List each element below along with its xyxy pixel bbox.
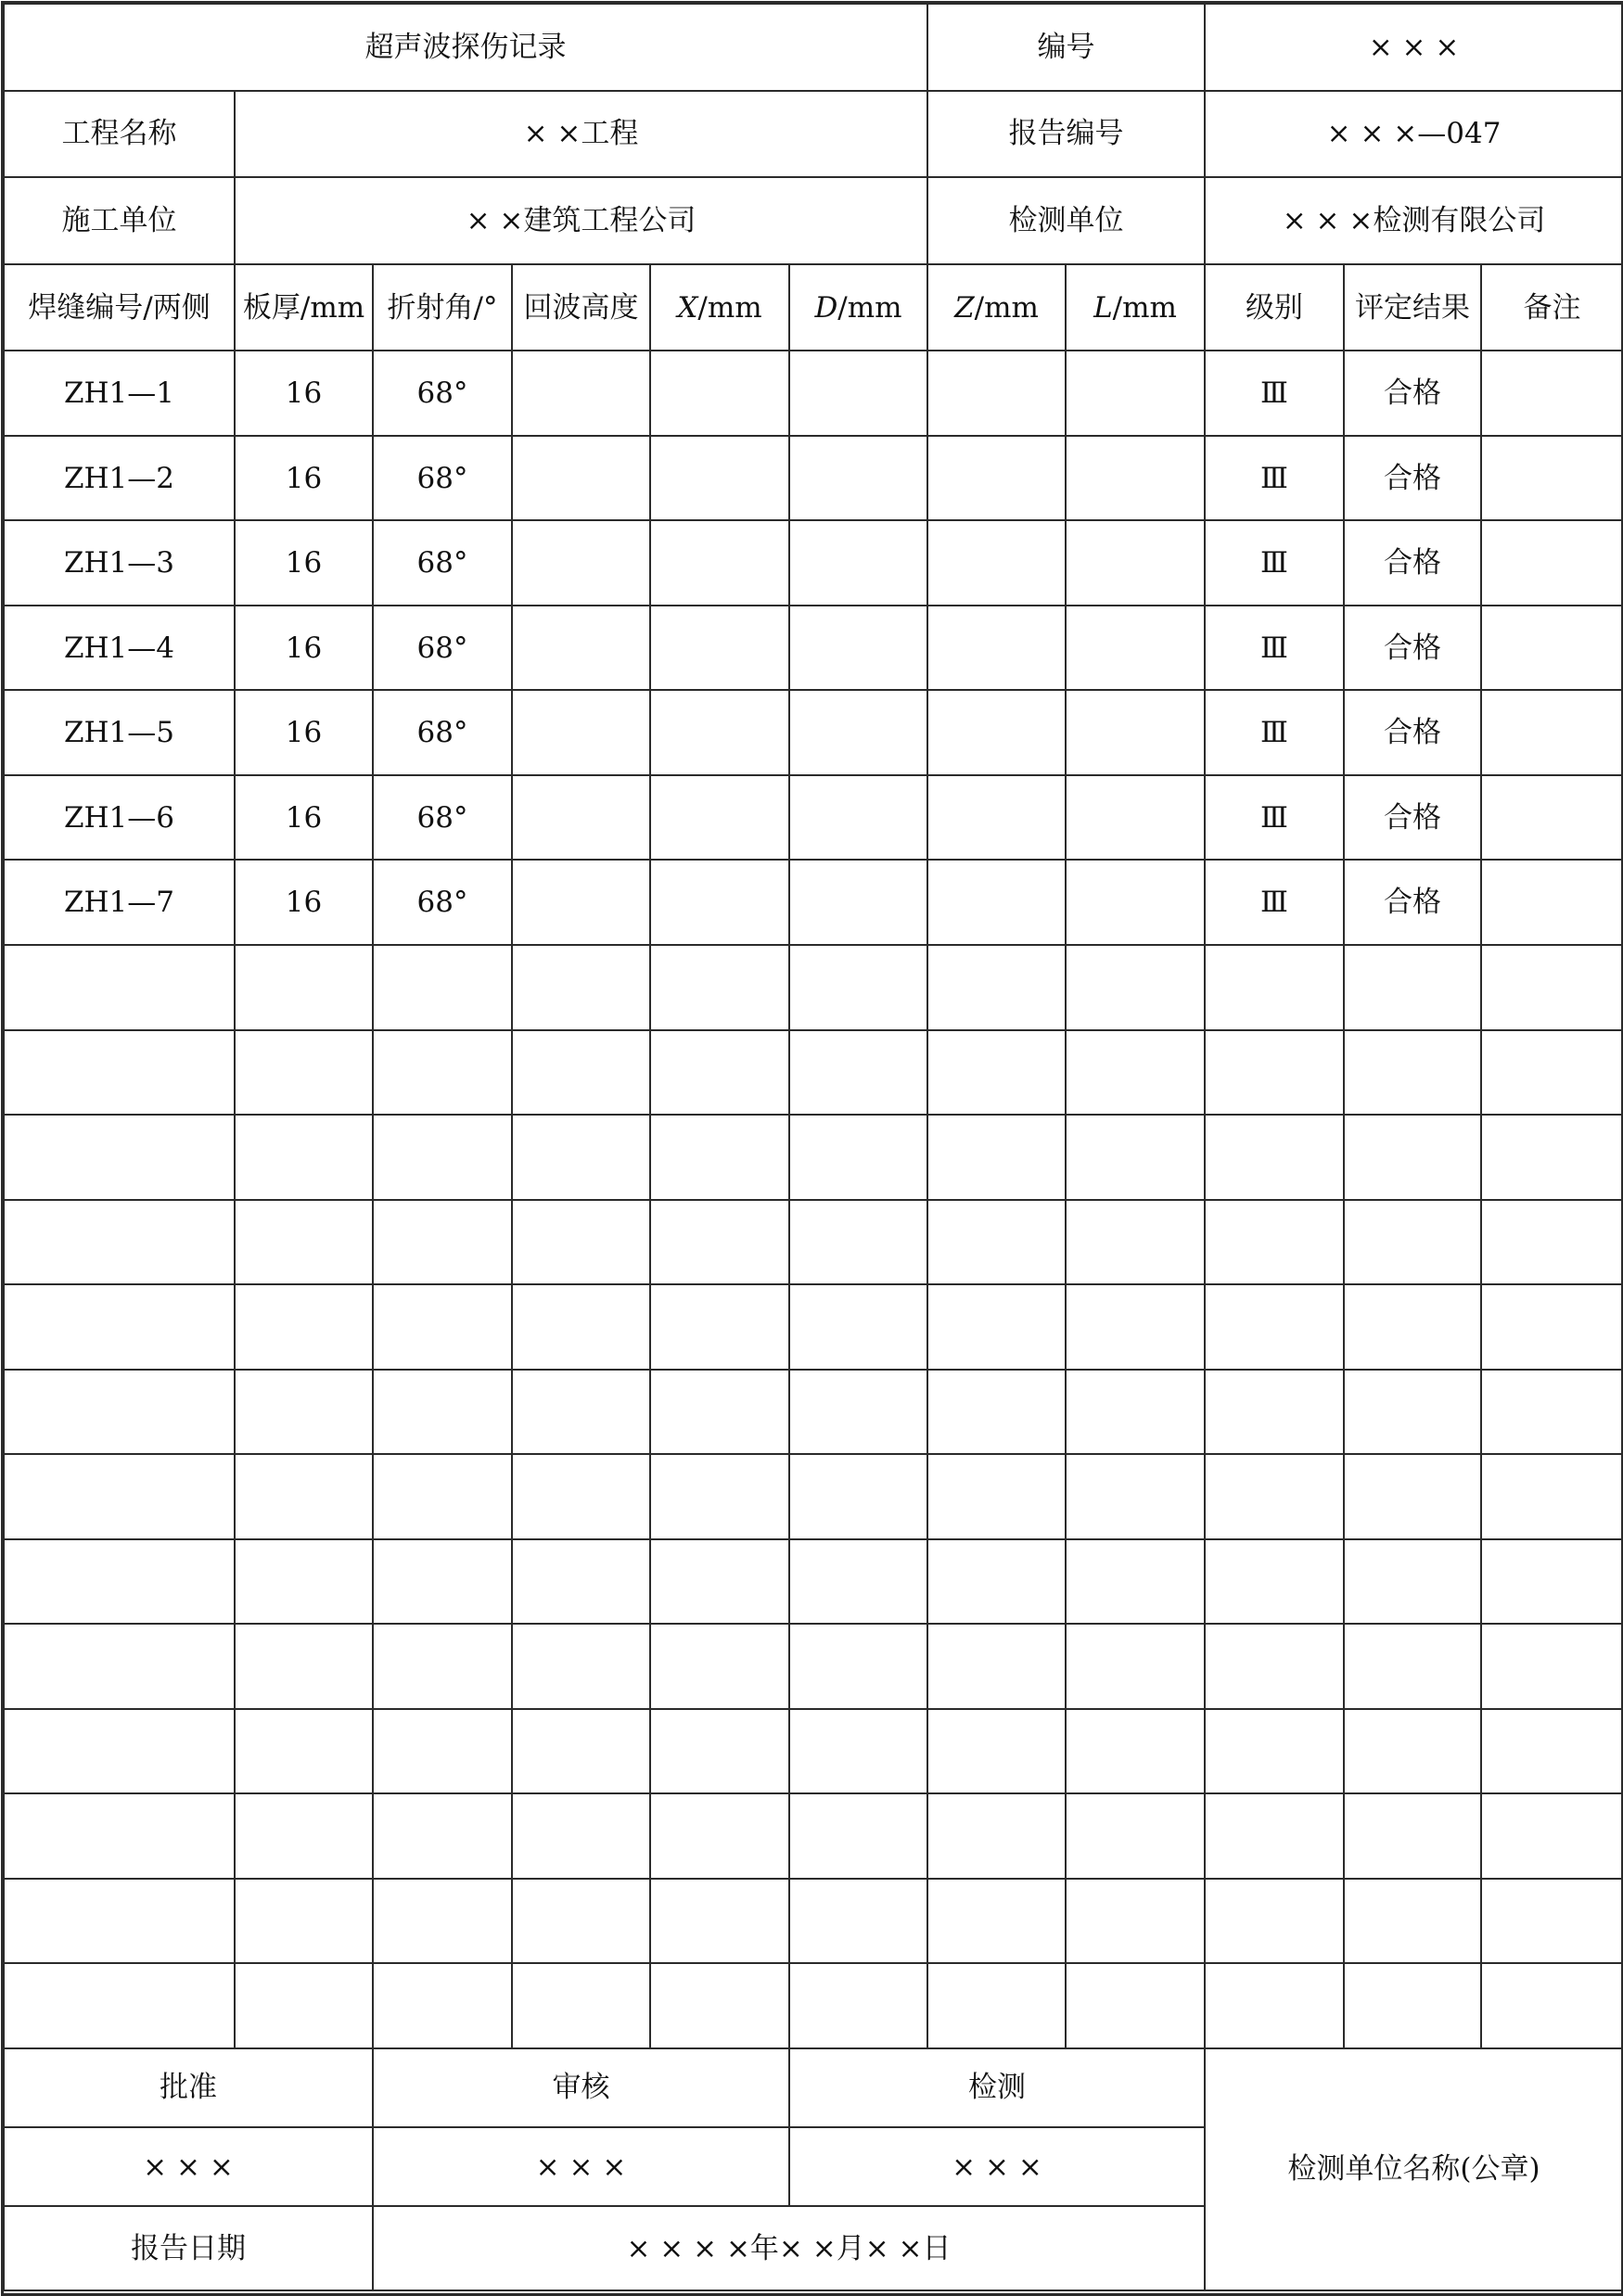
cell-l xyxy=(1066,860,1205,945)
cell-l xyxy=(1066,690,1205,775)
cell-weld: ZH1—1 xyxy=(4,351,235,436)
report-no-label: 报告编号 xyxy=(927,91,1205,178)
cell-weld xyxy=(4,1200,235,1285)
l-unit: /mm xyxy=(1112,290,1177,325)
cell-thickness: 16 xyxy=(235,775,373,861)
table-row xyxy=(4,351,1623,436)
table-row xyxy=(4,1709,1623,1794)
cell-d xyxy=(789,1793,927,1879)
cell-echo xyxy=(512,436,650,521)
cell-angle xyxy=(373,1709,512,1794)
cell-x xyxy=(650,1030,789,1116)
cell-level: Ⅲ xyxy=(1205,436,1344,521)
cell-thickness xyxy=(235,1963,373,2048)
report-no-value: × × ×—047 xyxy=(1205,91,1623,178)
cell-l xyxy=(1066,1200,1205,1285)
test-value: × × × xyxy=(789,2127,1205,2206)
cell-result xyxy=(1344,1370,1481,1455)
cell-d xyxy=(789,945,927,1030)
col-remark-header: 备注 xyxy=(1481,264,1623,351)
cell-z xyxy=(927,1454,1066,1539)
cell-remark xyxy=(1481,351,1623,436)
cell-d xyxy=(789,860,927,945)
cell-echo xyxy=(512,1963,650,2048)
cell-z xyxy=(927,945,1066,1030)
cell-d xyxy=(789,520,927,606)
cell-level xyxy=(1205,1454,1344,1539)
signature-label-row xyxy=(4,2048,1623,2127)
cell-echo xyxy=(512,1200,650,1285)
project-label: 工程名称 xyxy=(4,91,235,178)
cell-thickness xyxy=(235,1539,373,1625)
cell-z xyxy=(927,520,1066,606)
cell-angle xyxy=(373,945,512,1030)
cell-result: 合格 xyxy=(1344,520,1481,606)
cell-weld xyxy=(4,1793,235,1879)
cell-echo xyxy=(512,1030,650,1116)
contractor-value: × ×建筑工程公司 xyxy=(235,177,927,264)
cell-level xyxy=(1205,945,1344,1030)
cell-level xyxy=(1205,1793,1344,1879)
header-row-title xyxy=(4,4,1623,91)
cell-angle xyxy=(373,1539,512,1625)
number-label: 编号 xyxy=(927,4,1205,91)
cell-d xyxy=(789,1454,927,1539)
cell-result xyxy=(1344,1539,1481,1625)
z-variable: Z xyxy=(954,290,975,325)
cell-d xyxy=(789,351,927,436)
number-value: × × × xyxy=(1205,4,1623,91)
cell-echo xyxy=(512,945,650,1030)
cell-angle xyxy=(373,1879,512,1964)
inspection-unit-seal: 检测单位名称(公章) xyxy=(1205,2048,1623,2290)
cell-angle: 68° xyxy=(373,520,512,606)
cell-weld xyxy=(4,1709,235,1794)
cell-result xyxy=(1344,1624,1481,1709)
cell-echo xyxy=(512,1454,650,1539)
cell-echo xyxy=(512,1793,650,1879)
cell-thickness xyxy=(235,1793,373,1879)
cell-remark xyxy=(1481,690,1623,775)
col-weld-header: 焊缝编号/两侧 xyxy=(4,264,235,351)
cell-d xyxy=(789,1284,927,1370)
cell-x xyxy=(650,436,789,521)
cell-z xyxy=(927,351,1066,436)
cell-thickness xyxy=(235,1879,373,1964)
cell-l xyxy=(1066,606,1205,691)
cell-remark xyxy=(1481,1879,1623,1964)
cell-z xyxy=(927,606,1066,691)
cell-weld xyxy=(4,1624,235,1709)
cell-level: Ⅲ xyxy=(1205,351,1344,436)
cell-angle xyxy=(373,1963,512,2048)
cell-result xyxy=(1344,1963,1481,2048)
cell-l xyxy=(1066,436,1205,521)
cell-x xyxy=(650,945,789,1030)
table-row xyxy=(4,1370,1623,1455)
cell-remark xyxy=(1481,775,1623,861)
cell-remark xyxy=(1481,1624,1623,1709)
cell-x xyxy=(650,1200,789,1285)
approve-value: × × × xyxy=(4,2127,373,2206)
cell-x xyxy=(650,1879,789,1964)
cell-level xyxy=(1205,1370,1344,1455)
cell-z xyxy=(927,1963,1066,2048)
cell-result: 合格 xyxy=(1344,351,1481,436)
cell-z xyxy=(927,1200,1066,1285)
table-row xyxy=(4,1793,1623,1879)
cell-result: 合格 xyxy=(1344,436,1481,521)
cell-l xyxy=(1066,1539,1205,1625)
cell-weld xyxy=(4,1963,235,2048)
cell-result xyxy=(1344,1793,1481,1879)
cell-echo xyxy=(512,775,650,861)
cell-x xyxy=(650,1963,789,2048)
cell-result: 合格 xyxy=(1344,775,1481,861)
cell-z xyxy=(927,1284,1066,1370)
approve-label: 批准 xyxy=(4,2048,373,2127)
table-row xyxy=(4,1030,1623,1116)
cell-thickness: 16 xyxy=(235,690,373,775)
cell-x xyxy=(650,1624,789,1709)
cell-angle: 68° xyxy=(373,436,512,521)
cell-result xyxy=(1344,1200,1481,1285)
col-x-header xyxy=(650,264,789,351)
cell-echo xyxy=(512,1624,650,1709)
cell-echo xyxy=(512,1879,650,1964)
inspector-value: × × ×检测有限公司 xyxy=(1205,177,1623,264)
cell-result: 合格 xyxy=(1344,690,1481,775)
cell-remark xyxy=(1481,1115,1623,1200)
table-row xyxy=(4,1879,1623,1964)
test-label: 检测 xyxy=(789,2048,1205,2127)
cell-level xyxy=(1205,1963,1344,2048)
cell-result xyxy=(1344,1879,1481,1964)
table-row xyxy=(4,1200,1623,1285)
cell-z xyxy=(927,1370,1066,1455)
cell-echo xyxy=(512,1115,650,1200)
cell-thickness xyxy=(235,945,373,1030)
cell-l xyxy=(1066,945,1205,1030)
cell-remark xyxy=(1481,945,1623,1030)
cell-level xyxy=(1205,1115,1344,1200)
table-row xyxy=(4,1115,1623,1200)
cell-angle: 68° xyxy=(373,775,512,861)
cell-d xyxy=(789,436,927,521)
col-z-header xyxy=(927,264,1066,351)
cell-thickness xyxy=(235,1284,373,1370)
cell-x xyxy=(650,1539,789,1625)
cell-remark xyxy=(1481,1200,1623,1285)
cell-d xyxy=(789,1370,927,1455)
header-row-project xyxy=(4,91,1623,178)
cell-l xyxy=(1066,1879,1205,1964)
report-date-value: × × × ×年× ×月× ×日 xyxy=(373,2206,1205,2290)
table-row xyxy=(4,1624,1623,1709)
cell-result xyxy=(1344,1115,1481,1200)
cell-thickness xyxy=(235,1030,373,1116)
cell-z xyxy=(927,1030,1066,1116)
x-variable: X xyxy=(677,290,698,325)
cell-thickness xyxy=(235,1370,373,1455)
table-row xyxy=(4,606,1623,691)
col-result-header: 评定结果 xyxy=(1344,264,1481,351)
cell-remark xyxy=(1481,436,1623,521)
cell-weld xyxy=(4,1115,235,1200)
cell-angle xyxy=(373,1200,512,1285)
cell-x xyxy=(650,1454,789,1539)
cell-z xyxy=(927,860,1066,945)
table-row xyxy=(4,860,1623,945)
cell-remark xyxy=(1481,1454,1623,1539)
cell-result xyxy=(1344,1709,1481,1794)
cell-thickness xyxy=(235,1624,373,1709)
cell-weld xyxy=(4,1370,235,1455)
col-thickness-header: 板厚/mm xyxy=(235,264,373,351)
cell-x xyxy=(650,690,789,775)
cell-x xyxy=(650,606,789,691)
d-variable: D xyxy=(814,290,838,325)
review-value: × × × xyxy=(373,2127,789,2206)
cell-z xyxy=(927,690,1066,775)
cell-result xyxy=(1344,1030,1481,1116)
inspector-label: 检测单位 xyxy=(927,177,1205,264)
cell-angle xyxy=(373,1624,512,1709)
cell-angle xyxy=(373,1030,512,1116)
col-l-header xyxy=(1066,264,1205,351)
cell-echo xyxy=(512,606,650,691)
cell-l xyxy=(1066,775,1205,861)
cell-thickness xyxy=(235,1709,373,1794)
cell-weld: ZH1—2 xyxy=(4,436,235,521)
cell-angle: 68° xyxy=(373,351,512,436)
cell-thickness xyxy=(235,1200,373,1285)
cell-angle: 68° xyxy=(373,690,512,775)
cell-l xyxy=(1066,1793,1205,1879)
cell-weld: ZH1—3 xyxy=(4,520,235,606)
cell-l xyxy=(1066,1115,1205,1200)
cell-remark xyxy=(1481,1284,1623,1370)
cell-l xyxy=(1066,1709,1205,1794)
cell-x xyxy=(650,1709,789,1794)
review-label: 审核 xyxy=(373,2048,789,2127)
table-row xyxy=(4,520,1623,606)
cell-d xyxy=(789,775,927,861)
cell-echo xyxy=(512,1539,650,1625)
cell-thickness: 16 xyxy=(235,606,373,691)
table-row xyxy=(4,945,1623,1030)
col-level-header: 级别 xyxy=(1205,264,1344,351)
cell-echo xyxy=(512,860,650,945)
cell-d xyxy=(789,1200,927,1285)
cell-angle xyxy=(373,1115,512,1200)
table-row xyxy=(4,775,1623,861)
cell-x xyxy=(650,860,789,945)
cell-thickness: 16 xyxy=(235,520,373,606)
cell-d xyxy=(789,606,927,691)
cell-weld xyxy=(4,1879,235,1964)
cell-thickness: 16 xyxy=(235,436,373,521)
cell-echo xyxy=(512,1284,650,1370)
cell-l xyxy=(1066,1624,1205,1709)
cell-l xyxy=(1066,520,1205,606)
cell-level: Ⅲ xyxy=(1205,775,1344,861)
cell-weld: ZH1—4 xyxy=(4,606,235,691)
cell-thickness: 16 xyxy=(235,351,373,436)
cell-z xyxy=(927,1115,1066,1200)
cell-x xyxy=(650,1284,789,1370)
cell-echo xyxy=(512,520,650,606)
cell-l xyxy=(1066,1370,1205,1455)
header-row-contractor xyxy=(4,177,1623,264)
cell-angle: 68° xyxy=(373,606,512,691)
table-row xyxy=(4,1539,1623,1625)
cell-x xyxy=(650,1793,789,1879)
cell-level xyxy=(1205,1200,1344,1285)
cell-weld xyxy=(4,1454,235,1539)
cell-remark xyxy=(1481,1030,1623,1116)
cell-echo xyxy=(512,1370,650,1455)
cell-angle xyxy=(373,1454,512,1539)
cell-level xyxy=(1205,1624,1344,1709)
cell-result: 合格 xyxy=(1344,606,1481,691)
cell-z xyxy=(927,1624,1066,1709)
cell-weld: ZH1—6 xyxy=(4,775,235,861)
cell-d xyxy=(789,1879,927,1964)
cell-remark xyxy=(1481,1370,1623,1455)
table-row xyxy=(4,436,1623,521)
table-row xyxy=(4,690,1623,775)
cell-x xyxy=(650,520,789,606)
cell-thickness xyxy=(235,1454,373,1539)
cell-result: 合格 xyxy=(1344,860,1481,945)
cell-remark xyxy=(1481,1963,1623,2048)
cell-remark xyxy=(1481,1709,1623,1794)
cell-x xyxy=(650,775,789,861)
cell-thickness: 16 xyxy=(235,860,373,945)
cell-z xyxy=(927,775,1066,861)
cell-remark xyxy=(1481,860,1623,945)
table-row xyxy=(4,1963,1623,2048)
x-unit: /mm xyxy=(697,290,762,325)
cell-remark xyxy=(1481,1539,1623,1625)
table-row xyxy=(4,1454,1623,1539)
cell-d xyxy=(789,1709,927,1794)
cell-weld xyxy=(4,1284,235,1370)
cell-level xyxy=(1205,1539,1344,1625)
column-header-row xyxy=(4,264,1623,351)
cell-echo xyxy=(512,1709,650,1794)
cell-angle xyxy=(373,1793,512,1879)
cell-d xyxy=(789,1539,927,1625)
cell-level xyxy=(1205,1030,1344,1116)
cell-thickness xyxy=(235,1115,373,1200)
cell-z xyxy=(927,1709,1066,1794)
cell-l xyxy=(1066,1030,1205,1116)
cell-z xyxy=(927,436,1066,521)
cell-angle xyxy=(373,1284,512,1370)
cell-result xyxy=(1344,1284,1481,1370)
col-angle-header: 折射角/° xyxy=(373,264,512,351)
cell-remark xyxy=(1481,606,1623,691)
cell-echo xyxy=(512,690,650,775)
cell-d xyxy=(789,690,927,775)
cell-level xyxy=(1205,1709,1344,1794)
cell-x xyxy=(650,1115,789,1200)
cell-weld: ZH1—5 xyxy=(4,690,235,775)
contractor-label: 施工单位 xyxy=(4,177,235,264)
project-value: × ×工程 xyxy=(235,91,927,178)
cell-angle xyxy=(373,1370,512,1455)
cell-z xyxy=(927,1793,1066,1879)
cell-result xyxy=(1344,945,1481,1030)
cell-level: Ⅲ xyxy=(1205,520,1344,606)
cell-level: Ⅲ xyxy=(1205,690,1344,775)
cell-d xyxy=(789,1963,927,2048)
cell-d xyxy=(789,1115,927,1200)
cell-angle: 68° xyxy=(373,860,512,945)
cell-z xyxy=(927,1539,1066,1625)
cell-weld xyxy=(4,945,235,1030)
l-variable: L xyxy=(1093,290,1113,325)
record-title: 超声波探伤记录 xyxy=(4,4,927,91)
col-d-header xyxy=(789,264,927,351)
col-echo-header: 回波高度 xyxy=(512,264,650,351)
cell-level: Ⅲ xyxy=(1205,606,1344,691)
cell-echo xyxy=(512,351,650,436)
cell-remark xyxy=(1481,520,1623,606)
cell-result xyxy=(1344,1454,1481,1539)
cell-weld: ZH1—7 xyxy=(4,860,235,945)
report-date-label: 报告日期 xyxy=(4,2206,373,2290)
cell-x xyxy=(650,1370,789,1455)
cell-l xyxy=(1066,1963,1205,2048)
d-unit: /mm xyxy=(837,290,902,325)
cell-l xyxy=(1066,351,1205,436)
cell-d xyxy=(789,1030,927,1116)
cell-z xyxy=(927,1879,1066,1964)
table-row xyxy=(4,1284,1623,1370)
cell-d xyxy=(789,1624,927,1709)
cell-l xyxy=(1066,1284,1205,1370)
cell-x xyxy=(650,351,789,436)
cell-level: Ⅲ xyxy=(1205,860,1344,945)
z-unit: /mm xyxy=(974,290,1039,325)
cell-remark xyxy=(1481,1793,1623,1879)
cell-level xyxy=(1205,1284,1344,1370)
cell-weld xyxy=(4,1030,235,1116)
cell-l xyxy=(1066,1454,1205,1539)
cell-level xyxy=(1205,1879,1344,1964)
record-table xyxy=(3,3,1623,2291)
cell-weld xyxy=(4,1539,235,1625)
